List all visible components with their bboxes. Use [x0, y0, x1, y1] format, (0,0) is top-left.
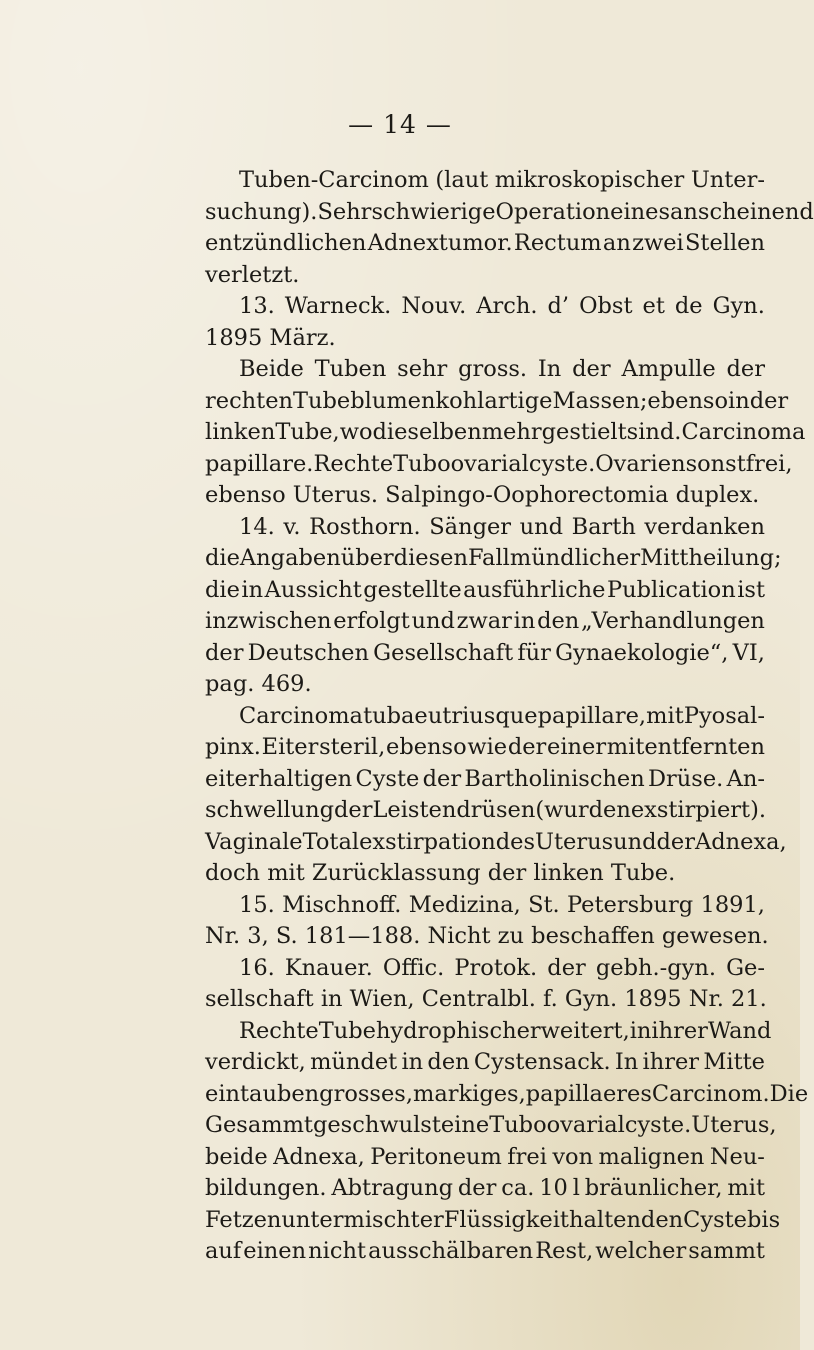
word: Cyste [683, 1206, 747, 1233]
word: Leistendrüsen [372, 797, 536, 823]
word: der [726, 356, 765, 382]
word: suchung). [205, 198, 318, 225]
text-line [205, 984, 765, 1016]
text-line [205, 1173, 765, 1205]
word: verdanken [644, 513, 765, 540]
word: Petersburg [567, 891, 694, 918]
word: Barth [571, 513, 636, 540]
word: Ampulle [621, 356, 716, 382]
word: der [334, 797, 373, 823]
word: papillare, [537, 702, 647, 729]
word: die [205, 545, 240, 571]
word: Operation [495, 198, 611, 225]
word: erfolgt [333, 608, 410, 634]
word: ihrer [642, 1049, 700, 1075]
word: papillaeres [525, 1080, 652, 1107]
text-line [205, 606, 765, 638]
text-line [205, 1205, 781, 1237]
line-text: sellschaft in Wien, Centralbl. f. Gyn. 1895 Nr. 21. [205, 986, 767, 1012]
word: Deutschen [247, 639, 369, 666]
word: inzwischen [205, 608, 332, 634]
body-text [205, 165, 814, 1268]
word: mit [727, 1175, 765, 1201]
word: ebenso [386, 734, 467, 760]
word: Bartholinischen [464, 765, 645, 792]
text-line [205, 575, 765, 607]
text-line [205, 669, 765, 701]
word: mit [646, 702, 684, 729]
word: rechten [205, 387, 294, 414]
word: Mitte [703, 1049, 765, 1075]
word: Pyosal- [683, 702, 765, 729]
text-line [205, 323, 765, 355]
word: Warneck. [284, 293, 392, 319]
word: mikroskopischer [494, 167, 685, 193]
word: Vaginale [205, 828, 303, 855]
word: in [241, 576, 264, 603]
word: und [411, 608, 455, 634]
word: Obst [579, 293, 633, 319]
text-line [205, 1016, 772, 1048]
word: entzündlichen [205, 230, 367, 256]
word: Protok. [454, 954, 538, 981]
word: Medizina, [408, 891, 521, 918]
word: eiterhaltigen [205, 765, 353, 792]
word: von [552, 1143, 594, 1170]
word: ausführliche [463, 576, 606, 603]
word: zwei [632, 230, 684, 256]
word: mehr [481, 419, 542, 445]
text-line [205, 827, 787, 859]
word: Ge- [726, 954, 765, 981]
word: Tuboovarialcyste. [489, 1112, 692, 1138]
word: dieselben [372, 419, 482, 445]
word: der [656, 828, 695, 855]
text-line [205, 921, 769, 953]
word: Mischnoff. [282, 891, 402, 918]
word: In [614, 1049, 639, 1075]
word: Uterus [535, 828, 614, 855]
word: sonst [685, 450, 746, 477]
word: Rectum [513, 230, 602, 256]
word: haltenden [568, 1206, 684, 1233]
word: ausschälbaren [368, 1238, 534, 1264]
word: Arch. [476, 293, 538, 319]
word: Rest, [535, 1238, 594, 1264]
text-line [205, 764, 765, 796]
word: Peritoneum [370, 1143, 502, 1170]
word: den [537, 608, 580, 634]
word: Tube, [275, 419, 340, 445]
word: 14. [239, 513, 275, 540]
text-line [205, 1236, 765, 1268]
word: exstirpiert). [630, 797, 767, 823]
word: Tuboovarialcyste. [393, 450, 596, 477]
word: Stellen [684, 230, 765, 256]
word: Tube [318, 1017, 376, 1044]
word: taubengrosses, [240, 1080, 413, 1107]
word: Ovarien [595, 450, 686, 477]
text-line [205, 165, 765, 197]
word: Gyn. [712, 293, 765, 319]
word: an [602, 230, 631, 256]
word: markiges, [412, 1080, 526, 1107]
word: welcher [595, 1238, 687, 1264]
line-text: doch mit Zurücklassung der linken Tube. [205, 860, 676, 886]
text-line [205, 386, 789, 418]
word: eine [440, 1112, 490, 1138]
word: verdickt, [205, 1049, 306, 1075]
word: den [427, 1049, 470, 1075]
text-line [205, 260, 765, 292]
word: eines [610, 198, 671, 225]
word: Rechte [239, 1017, 319, 1044]
word: untermischter [281, 1206, 444, 1233]
word: der [572, 356, 611, 382]
word: et [642, 293, 665, 319]
word: auf [205, 1238, 242, 1264]
word: mündet [310, 1049, 398, 1075]
word: pinx. [205, 734, 261, 760]
word: mündlicher [509, 545, 641, 571]
text-line [205, 417, 806, 449]
word: mitentfernten [606, 734, 765, 760]
word: Die [769, 1080, 809, 1107]
word: Fall [467, 545, 510, 571]
text-line [205, 1047, 765, 1079]
word: zwar [456, 608, 512, 634]
word: (laut [435, 167, 489, 193]
word: die [205, 576, 240, 603]
word: bis [747, 1206, 781, 1233]
word: Flüssigkeit [443, 1206, 569, 1233]
word: Sehr [317, 198, 372, 225]
word: ca. [501, 1175, 535, 1201]
word: Sänger [429, 513, 512, 540]
word: Unter- [690, 167, 765, 193]
word: sammt [688, 1238, 765, 1264]
word: VI, [732, 639, 765, 666]
word: Adnexa, [695, 828, 787, 855]
word: Adnextumor. [367, 230, 513, 256]
word: ihrer [651, 1017, 708, 1044]
word: Uterus, [691, 1112, 777, 1138]
text-line [205, 638, 765, 670]
text-line [205, 512, 765, 544]
word: Abtragung [331, 1175, 454, 1201]
word: Fetzen [205, 1206, 282, 1233]
word: und [613, 828, 657, 855]
word: der [457, 1175, 497, 1201]
word: de [674, 293, 703, 319]
word: Drüse. [648, 765, 724, 792]
word: wie [467, 734, 508, 760]
word: Neu- [709, 1143, 765, 1170]
word: Cystensack. [473, 1049, 611, 1075]
word: malignen [598, 1143, 705, 1170]
word: Rechte [313, 450, 394, 477]
word: Tuben-Carcinom [239, 167, 429, 193]
line-text: verletzt. [205, 261, 300, 288]
word: des [495, 828, 535, 855]
text-line [205, 1142, 765, 1174]
word: Aussicht [264, 576, 362, 603]
word: sehr [397, 356, 448, 382]
word: Eiter [261, 734, 319, 760]
word: Tuben [314, 356, 387, 382]
text-line [205, 354, 765, 386]
word: Carcinoma [681, 419, 806, 445]
word: hydrophisch [375, 1017, 517, 1044]
word: v. [283, 513, 301, 540]
word: In [537, 356, 562, 382]
text-line [205, 291, 765, 323]
word: Publication [606, 576, 736, 603]
word: l [572, 1175, 580, 1201]
text-line [205, 890, 765, 922]
word: in [401, 1049, 424, 1075]
word: 13. [239, 293, 275, 319]
word: Beide [239, 356, 304, 382]
word: Knauer. [284, 954, 373, 981]
word: frei [507, 1143, 547, 1170]
word: in [513, 608, 536, 634]
word: Tube [293, 387, 351, 414]
word: Rosthorn. [309, 513, 421, 540]
text-line [205, 543, 782, 575]
word: sind. [626, 419, 682, 445]
word: über [340, 545, 394, 571]
word: einen [243, 1238, 307, 1264]
word: und [519, 513, 564, 540]
text-line [205, 858, 765, 890]
word: beide [205, 1143, 268, 1170]
word: wo [339, 419, 373, 445]
word: tubae [363, 702, 428, 729]
word: „Verhandlungen [581, 608, 765, 634]
word: steril, [319, 734, 386, 760]
line-text: ebenso Uterus. Salpingo-Oophorectomia duplex. [205, 482, 760, 508]
text-line [205, 228, 765, 260]
word: gross. [458, 356, 528, 382]
line-text: Nr. 3, S. 181—188. Nicht zu beschaffen gewesen. [205, 923, 769, 949]
word: 1891, [700, 891, 765, 918]
word: der [205, 639, 244, 666]
word: der [547, 954, 586, 981]
text-line [205, 795, 765, 827]
word: nicht [308, 1238, 366, 1264]
word: (wurden [535, 797, 631, 823]
word: Offic. [382, 954, 445, 981]
word: Carcinoma [239, 702, 363, 729]
word: Totalexstirpation [302, 828, 496, 855]
word: d’ [547, 293, 570, 319]
word: utriusque [427, 702, 538, 729]
word: der [422, 765, 462, 792]
word: bildungen. [205, 1175, 327, 1201]
text-line [205, 197, 814, 229]
word: linken [205, 419, 276, 445]
text-line [205, 1110, 777, 1142]
word: Wand [707, 1017, 772, 1044]
word: Cyste [355, 765, 420, 792]
word: gestielt [541, 419, 627, 445]
word: St. [528, 891, 560, 918]
word: ist [737, 576, 765, 603]
word: schwellung [205, 797, 334, 823]
word: Angaben [239, 545, 341, 571]
word: Nouv. [401, 293, 467, 319]
word: einer [547, 734, 607, 760]
text-line [205, 701, 765, 733]
word: Carcinom. [651, 1080, 770, 1107]
word: in [728, 387, 750, 414]
word: Mittheilung; [640, 545, 782, 571]
word: schwierige [371, 198, 496, 225]
text-line [205, 953, 765, 985]
word: gestellte [363, 576, 462, 603]
word: gebh.-gyn. [595, 954, 716, 981]
line-text: pag. 469. [205, 671, 312, 697]
word: für [517, 639, 551, 666]
text-line [205, 480, 765, 512]
text-line [205, 449, 793, 481]
word: 16. [239, 954, 275, 981]
word: der [749, 387, 789, 414]
word: Massen; [552, 387, 648, 414]
word: frei, [745, 450, 793, 477]
word: An- [726, 765, 765, 792]
word: Gesammtgeschwulst [205, 1112, 441, 1138]
word: blumenkohlartige [350, 387, 553, 414]
word: diesen [393, 545, 468, 571]
word: der [507, 734, 547, 760]
page-number: — 14 — [348, 110, 452, 139]
word: ein [205, 1080, 241, 1107]
line-text: 1895 März. [205, 324, 336, 351]
word: Adnexa, [273, 1143, 365, 1170]
word: anscheinend [670, 198, 814, 225]
word: papillare. [205, 450, 314, 477]
word: ebenso [647, 387, 729, 414]
word: erweitert, [516, 1017, 630, 1044]
word: bräunlicher, [584, 1175, 723, 1201]
word: 15. [239, 891, 275, 918]
word: Gynaekologie“, [555, 639, 729, 666]
word: in [629, 1017, 652, 1044]
word: Gesellschaft [373, 639, 514, 666]
text-line [205, 732, 765, 764]
text-line [205, 1079, 809, 1111]
word: 10 [539, 1175, 568, 1201]
